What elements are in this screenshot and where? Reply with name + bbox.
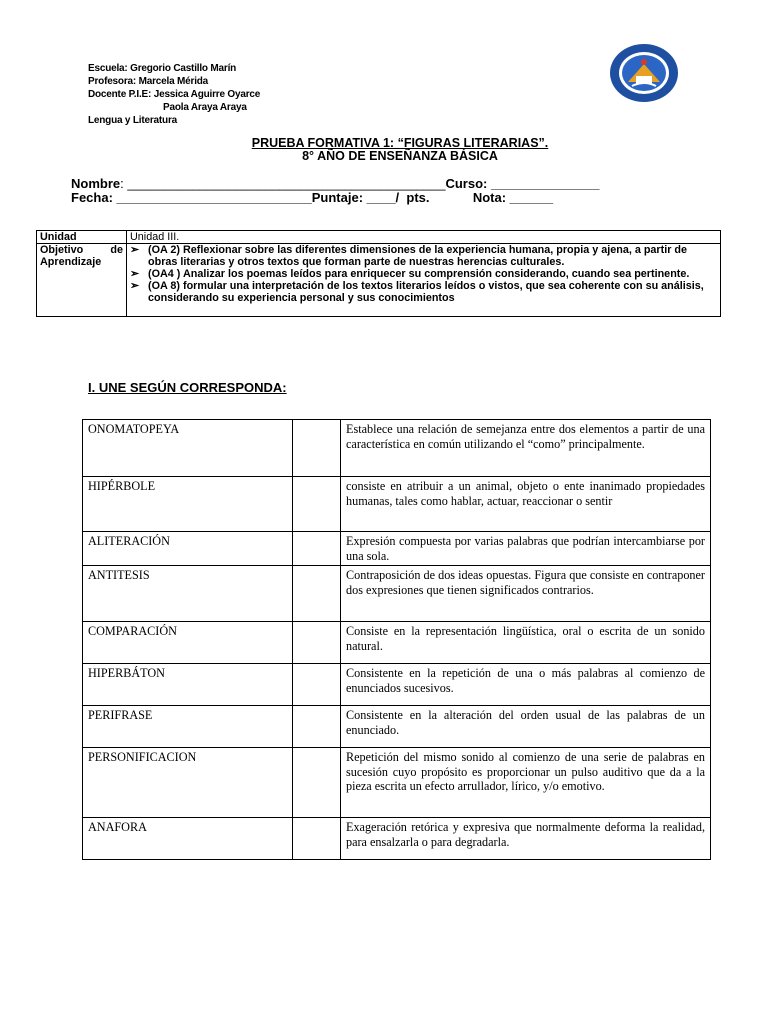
list-item: ➢ (OA4 ) Analizar los poemas leídos para enriquecer su comprensión considerando, cuando sea pertinente. (130, 268, 690, 280)
arrow-bullet-icon: ➢ (130, 268, 140, 280)
list-item: ➢ (OA 8) formular una interpretación de los textos literarios leídos o vistos, que sea coherente con su análisis, considerando su experiencia personal y sus conocimientos (130, 280, 704, 304)
name-label: Nombre (71, 176, 121, 191)
definition-cell: Contraposición de dos ideas opuestas. Figura que consiste en contraponer dos expresiones que tienen significados contrarios. (341, 566, 711, 622)
date-score-line (71, 190, 553, 205)
term-cell: ANTITESIS (83, 566, 293, 622)
teacher-name: Profesora: Marcela Mérida (88, 76, 209, 87)
definition-cell: Repetición del mismo sonido al comienzo de una serie de palabras en sucesión cuyo propósito es proporcionar un pulso auditivo que da a la pieza escrita un efecto arrullador, lírico, y/o emotivo. (341, 748, 711, 818)
term-cell: ANAFORA (83, 818, 293, 860)
unit-value: Unidad III. (127, 231, 721, 244)
name-course-line (71, 176, 599, 191)
answer-cell[interactable] (293, 477, 341, 532)
arrow-bullet-icon: ➢ (130, 244, 140, 256)
answer-cell[interactable] (293, 748, 341, 818)
grade-title: 8° AÑO DE ENSEÑANZA BÁSICA (302, 149, 498, 163)
list-item: ➢ (OA 2) Reflexionar sobre las diferentes dimensiones de la experiencia humana, propia y ajena, a partir de obras literarias y otros textos que forman parte de nuestras herencias culturales. (130, 244, 688, 268)
table-row (83, 818, 711, 860)
definition-cell: Exageración retórica y expresiva que normalmente deforma la realidad, para ensalzarla o para degradarla. (341, 818, 711, 860)
arrow-bullet-icon: ➢ (130, 280, 140, 292)
answer-cell[interactable] (293, 420, 341, 477)
section-title: I. UNE SEGÚN CORRESPONDA: (88, 380, 287, 395)
score-label[interactable]: Puntaje: ____/ pts. (311, 190, 430, 205)
answer-cell[interactable] (293, 706, 341, 748)
term-cell: HIPERBÁTON (83, 664, 293, 706)
matching-table (82, 419, 711, 860)
definition-cell: Establece una relación de semejanza entre dos elementos a partir de una característica en común utilizando el “como” principalmente. (341, 420, 711, 477)
course-label[interactable]: Curso: _______________ (445, 176, 600, 191)
term-cell: ONOMATOPEYA (83, 420, 293, 477)
subject-name: Lengua y Literatura (88, 115, 177, 126)
answer-cell[interactable] (293, 532, 341, 566)
definition-cell: Consiste en la representación lingüística, oral o escrita de un sonido natural. (341, 622, 711, 664)
name-blank[interactable]: : ____________________________________________ (120, 176, 446, 191)
term-cell: PERIFRASE (83, 706, 293, 748)
definition-cell: consiste en atribuir a un animal, objeto o ente inanimado propiedades humanas, tales como hablar, actuar, reaccionar o sentir (341, 477, 711, 532)
objectives-list (127, 244, 721, 317)
answer-cell[interactable] (293, 566, 341, 622)
test-title: PRUEBA FORMATIVA 1: “FIGURAS LITERARIAS”. (251, 136, 549, 150)
grade-label[interactable]: Nota: ______ (472, 190, 554, 205)
objective-label: Objetivo de Aprendizaje (37, 244, 127, 317)
term-cell: ALITERACIÓN (83, 532, 293, 566)
objectives-table (36, 230, 721, 317)
answer-cell[interactable] (293, 664, 341, 706)
definition-cell: Expresión compuesta por varias palabras que podrían intercambiarse por una sola. (341, 532, 711, 566)
table-row (83, 420, 711, 477)
pie-teacher-name-2: Paola Araya Araya (163, 102, 247, 113)
school-crest-logo-icon (608, 42, 680, 104)
term-cell: PERSONIFICACION (83, 748, 293, 818)
table-row (83, 664, 711, 706)
answer-cell[interactable] (293, 818, 341, 860)
definition-cell: Consistente en la repetición de una o más palabras al comienzo de enunciados sucesivos. (341, 664, 711, 706)
table-row (83, 748, 711, 818)
school-header (88, 62, 260, 127)
table-row (83, 706, 711, 748)
unit-label: Unidad (37, 231, 127, 244)
table-row (83, 532, 711, 566)
pie-teacher-name: Docente P.I.E: Jessica Aguirre Oyarce (88, 89, 261, 100)
date-label[interactable]: Fecha: ___________________________ (71, 190, 312, 205)
table-row (83, 622, 711, 664)
table-row (83, 566, 711, 622)
term-cell: COMPARACIÓN (83, 622, 293, 664)
definition-cell: Consistente en la alteración del orden usual de las palabras de un enunciado. (341, 706, 711, 748)
answer-cell[interactable] (293, 622, 341, 664)
term-cell: HIPÉRBOLE (83, 477, 293, 532)
table-row (83, 477, 711, 532)
school-name: Escuela: Gregorio Castillo Marín (88, 63, 237, 74)
